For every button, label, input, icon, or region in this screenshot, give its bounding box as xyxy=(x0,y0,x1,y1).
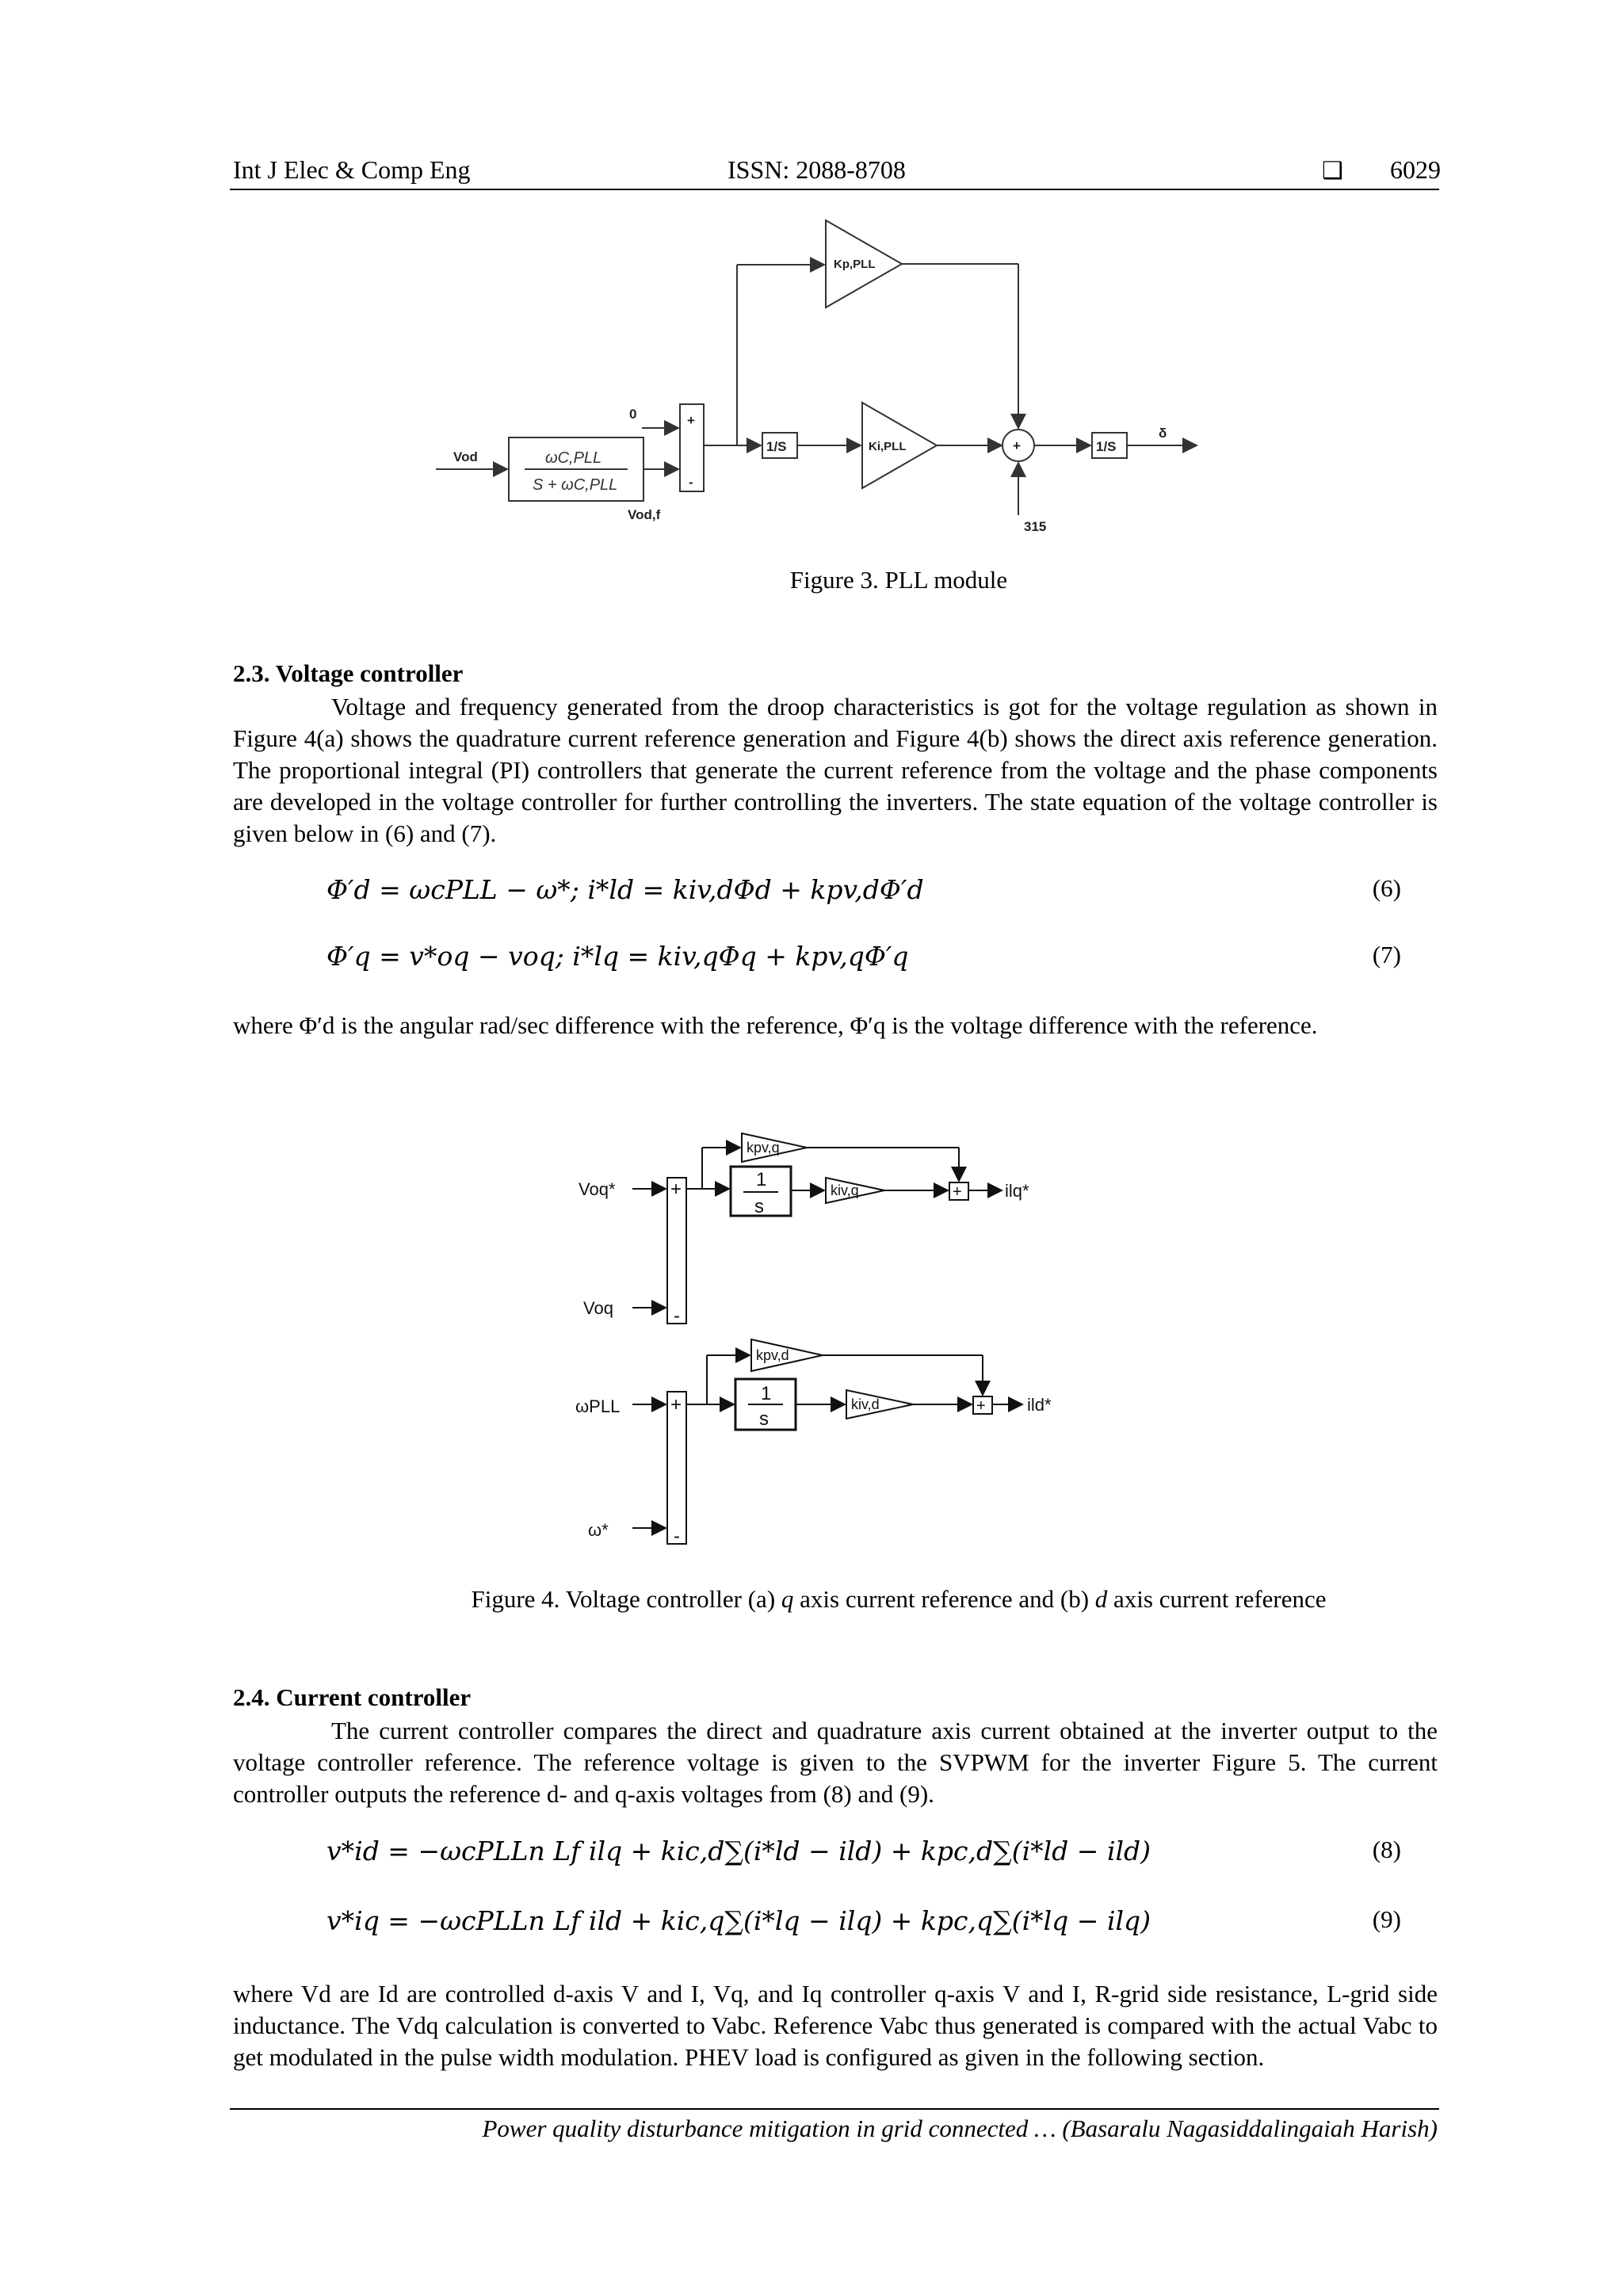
minus-sign: - xyxy=(689,475,693,490)
vod-label: Vod xyxy=(453,449,478,464)
omega-star-label: ω* xyxy=(588,1520,609,1540)
section-2-3-heading: 2.3. Voltage controller xyxy=(233,659,464,687)
journal-name: Int J Elec & Comp Eng xyxy=(233,155,471,184)
zero-label: 0 xyxy=(629,407,637,422)
kiv-q-label: kiv,q xyxy=(831,1182,859,1198)
where-vd-paragraph: where Vd are Id are controlled d-axis V and I, Vq, and Iq controller q-axis V and I, R-grid side resistance, L-grid side inductance. The Vdq calculation is converted to Vabc. Reference Vabc thus generated is compared with the actual Vabc to get modulated in the pulse width modulation. PHEV load is configured as given in the following section. xyxy=(233,1980,1438,2071)
kiv-d-label: kiv,d xyxy=(851,1396,880,1412)
kpv-q-label: kpv,q xyxy=(747,1140,780,1156)
equation-9-number: (9) xyxy=(1372,1905,1401,1933)
voq-star-label: Voq* xyxy=(579,1179,616,1199)
integrator-2-label: 1/S xyxy=(1096,439,1117,454)
q-minus-sign: - xyxy=(674,1305,680,1327)
kp-pll-label: Kp,PLL xyxy=(834,258,876,271)
section-2-4-paragraph: The current controller compares the direct and quadrature axis current obtained at the inverter output to the voltage controller reference. The reference voltage is given to the SVPWM for the inverter Figure 5. The current controller outputs the reference d- and q-axis voltages from (8) and (9). xyxy=(233,1717,1438,1808)
box-icon: ❑ xyxy=(1322,157,1343,185)
ilq-star-label: ilq* xyxy=(1005,1181,1029,1201)
tf-numerator: ωC,PLL xyxy=(545,449,602,467)
equation-7-number: (7) xyxy=(1372,941,1401,968)
q-sum-plus: + xyxy=(953,1183,962,1201)
equation-8: v*id = −ωcPLLn Lf ilq + kic,d∑(i*ld − ild) + kpc,d∑(i*ld − ild) xyxy=(327,1836,1151,1866)
d-plus-sign: + xyxy=(670,1394,682,1415)
where-phi-paragraph: where Φ′d is the angular rad/sec difference with the reference, Φ′q is the voltage difference with the reference. xyxy=(233,1011,1318,1039)
kpv-d-label: kpv,d xyxy=(756,1347,789,1363)
q-integrator-one: 1 xyxy=(756,1169,767,1190)
figure-3-caption: Figure 3. PLL module xyxy=(789,566,1008,594)
header-rule xyxy=(230,189,1439,190)
equation-8-number: (8) xyxy=(1372,1836,1401,1863)
vod-f-label: Vod,f xyxy=(628,507,661,522)
d-integrator-one: 1 xyxy=(761,1383,772,1404)
const-315-label: 315 xyxy=(1024,519,1047,534)
tf-denominator: S + ωC,PLL xyxy=(533,476,618,494)
ki-pll-label: Ki,PLL xyxy=(869,440,907,453)
sum-plus-sign: + xyxy=(1013,438,1021,453)
d-integrator-s: s xyxy=(759,1408,769,1430)
equation-6-number: (6) xyxy=(1372,874,1401,902)
page-number: 6029 xyxy=(1390,155,1441,184)
d-minus-sign: - xyxy=(674,1526,680,1547)
equation-9: v*iq = −ωcPLLn Lf ild + kic,q∑(i*lq − ilq) + kpc,q∑(i*lq − ilq) xyxy=(327,1905,1151,1936)
voq-label: Voq xyxy=(583,1298,613,1318)
figure-4-caption: Figure 4. Voltage controller (a) q axis current reference and (b) d axis current reference xyxy=(471,1585,1327,1613)
running-footer: Power quality disturbance mitigation in grid connected … (Basaralu Nagasiddalingaiah Harish) xyxy=(482,2115,1438,2142)
omega-pll-label: ωPLL xyxy=(575,1396,621,1416)
integrator-1-label: 1/S xyxy=(766,439,787,454)
q-plus-sign: + xyxy=(670,1179,682,1200)
pll-block-diagram xyxy=(428,214,1236,547)
equation-7: Φ′q = v*oq − voq; i*lq = kiv,qΦq + kpv,qΦ′q xyxy=(327,941,909,972)
footer-rule xyxy=(230,2108,1439,2110)
delta-label: δ xyxy=(1159,426,1167,441)
q-integrator-s: s xyxy=(754,1196,764,1217)
section-2-4-heading: 2.4. Current controller xyxy=(233,1683,472,1711)
issn: ISSN: 2088-8708 xyxy=(727,155,906,184)
voltage-controller-diagram xyxy=(571,1102,1109,1569)
ild-star-label: ild* xyxy=(1027,1395,1052,1415)
d-sum-plus: + xyxy=(976,1397,986,1415)
equation-6: Φ′d = ωcPLL − ω*; i*ld = kiv,dΦd + kpv,dΦ′d xyxy=(327,874,924,905)
section-2-3-paragraph: Voltage and frequency generated from the droop characteristics is got for the voltage regulation as shown in Figure 4(a) shows the quadrature current reference generation and Figure 4(b) shows the direct axis reference generation. The proportional integral (PI) controllers that generate the current reference from the voltage and the phase components are developed in the voltage controller for further controlling the inverters. The state equation of the voltage controller is given below in (6) and (7). xyxy=(233,693,1438,847)
plus-sign: + xyxy=(687,413,695,428)
